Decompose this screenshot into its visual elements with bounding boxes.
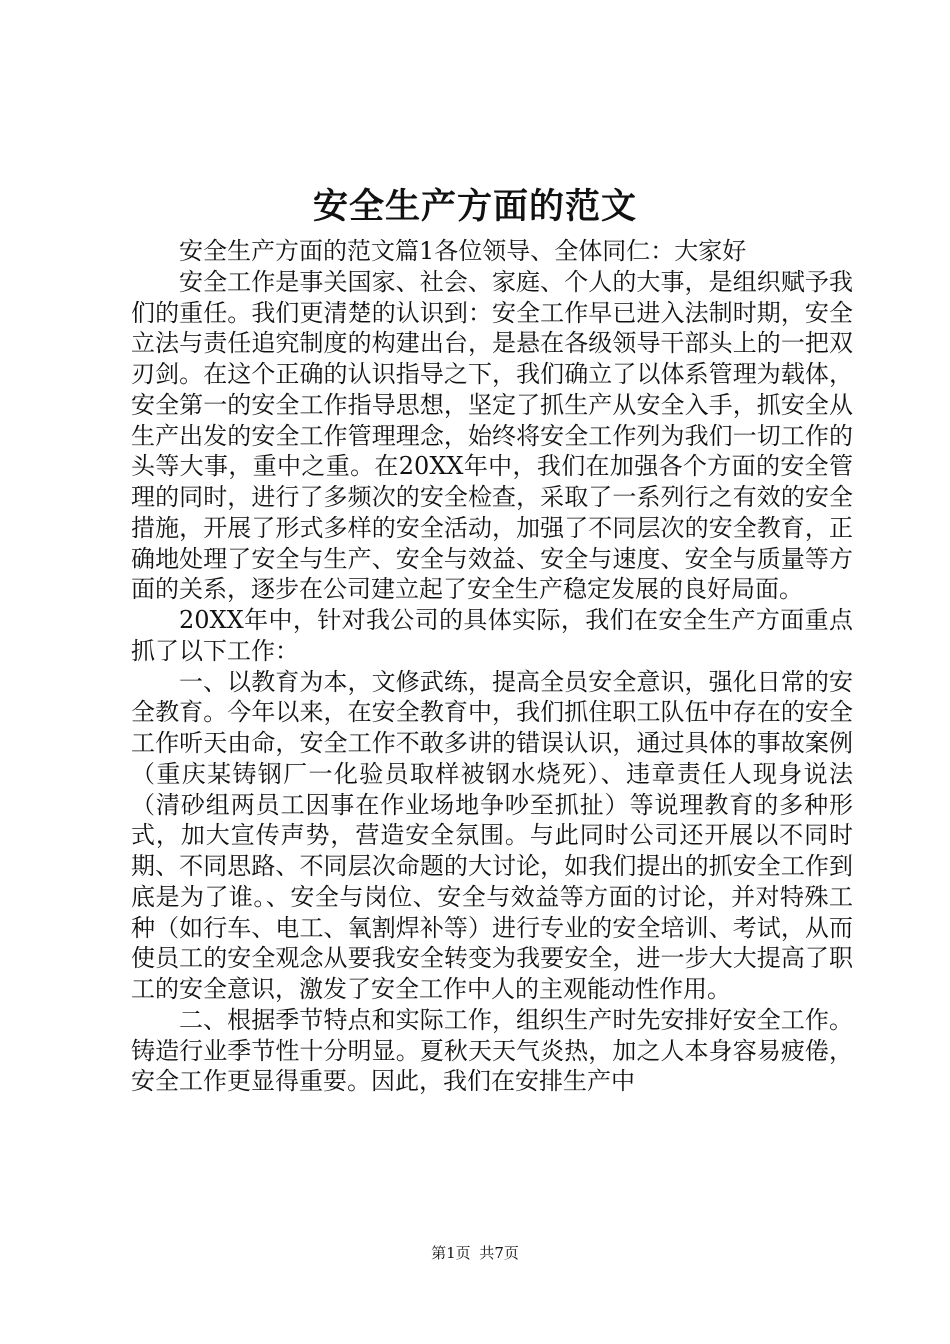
document-body — [131, 236, 853, 1097]
page-footer: 第1页 共7页 — [431, 1244, 519, 1262]
paragraph-greeting: 安全生产方面的范文篇1各位领导、全体同仁：大家好 — [179, 237, 747, 265]
paragraph-intro: 安全工作是事关国家、社会、家庭、个人的大事，是组织赋予我们的重任。我们更清楚的认识到：安全工作早已进入法制时期，安全立法与责任追究制度的构建出台，是悬在各级领导干部头上的一把双刃剑。在这个正确的认识指导之下，我们确立了以体系管理为载体，安全第一的安全工作指导思想，坚定了抓生产从安全入手，抓安全从生产出发的安全工作管理理念，始终将安全工作列为我们一切工作的头等大事，重中之重。在20XX年中，我们在加强各个方面的安全管理的同时，进行了多频次的安全检查，采取了一系列行之有效的安全措施，开展了形式多样的安全活动，加强了不同层次的安全教育，正确地处理了安全与生产、安全与效益、安全与速度、安全与质量等方面的关系，逐步在公司建立起了安全生产稳定发展的良好局面。 — [131, 267, 853, 604]
paragraph-item-one: 一、以教育为本，文修武练，提高全员安全意识，强化日常的安全教育。今年以来，在安全教育中，我们抓住职工队伍中存在的安全工作听天由命，安全工作不敢多讲的错误认识，通过具体的事故案例（重庆某铸钢厂一化验员取样被钢水烧死）、违章责任人现身说法（清砂组两员工因事在作业场地争吵至抓扯）等说理教育的多种形式，加大宣传声势，营造安全氛围。与此同时公司还开展以不同时期、不同思路、不同层次命题的大讨论，如我们提出的抓安全工作到底是为了谁。、安全与岗位、安全与效益等方面的讨论，并对特殊工种（如行车、电工、氧割焊补等）进行专业的安全培训、考试，从而使员工的安全观念从要我安全转变为我要安全，进一步大大提高了职工的安全意识，激发了安全工作中人的主观能动性作用。 — [131, 667, 853, 1003]
paragraph-item-two: 二、根据季节特点和实际工作，组织生产时先安排好安全工作。铸造行业季节性十分明显。夏秋天天气炎热，加之人本身容易疲倦，安全工作更显得重要。因此，我们在安排生产中 — [131, 1005, 853, 1096]
page-title: 安全生产方面的范文 — [312, 186, 637, 227]
paragraph-summary: 20XX年中，针对我公司的具体实际，我们在安全生产方面重点抓了以下工作： — [131, 606, 853, 665]
